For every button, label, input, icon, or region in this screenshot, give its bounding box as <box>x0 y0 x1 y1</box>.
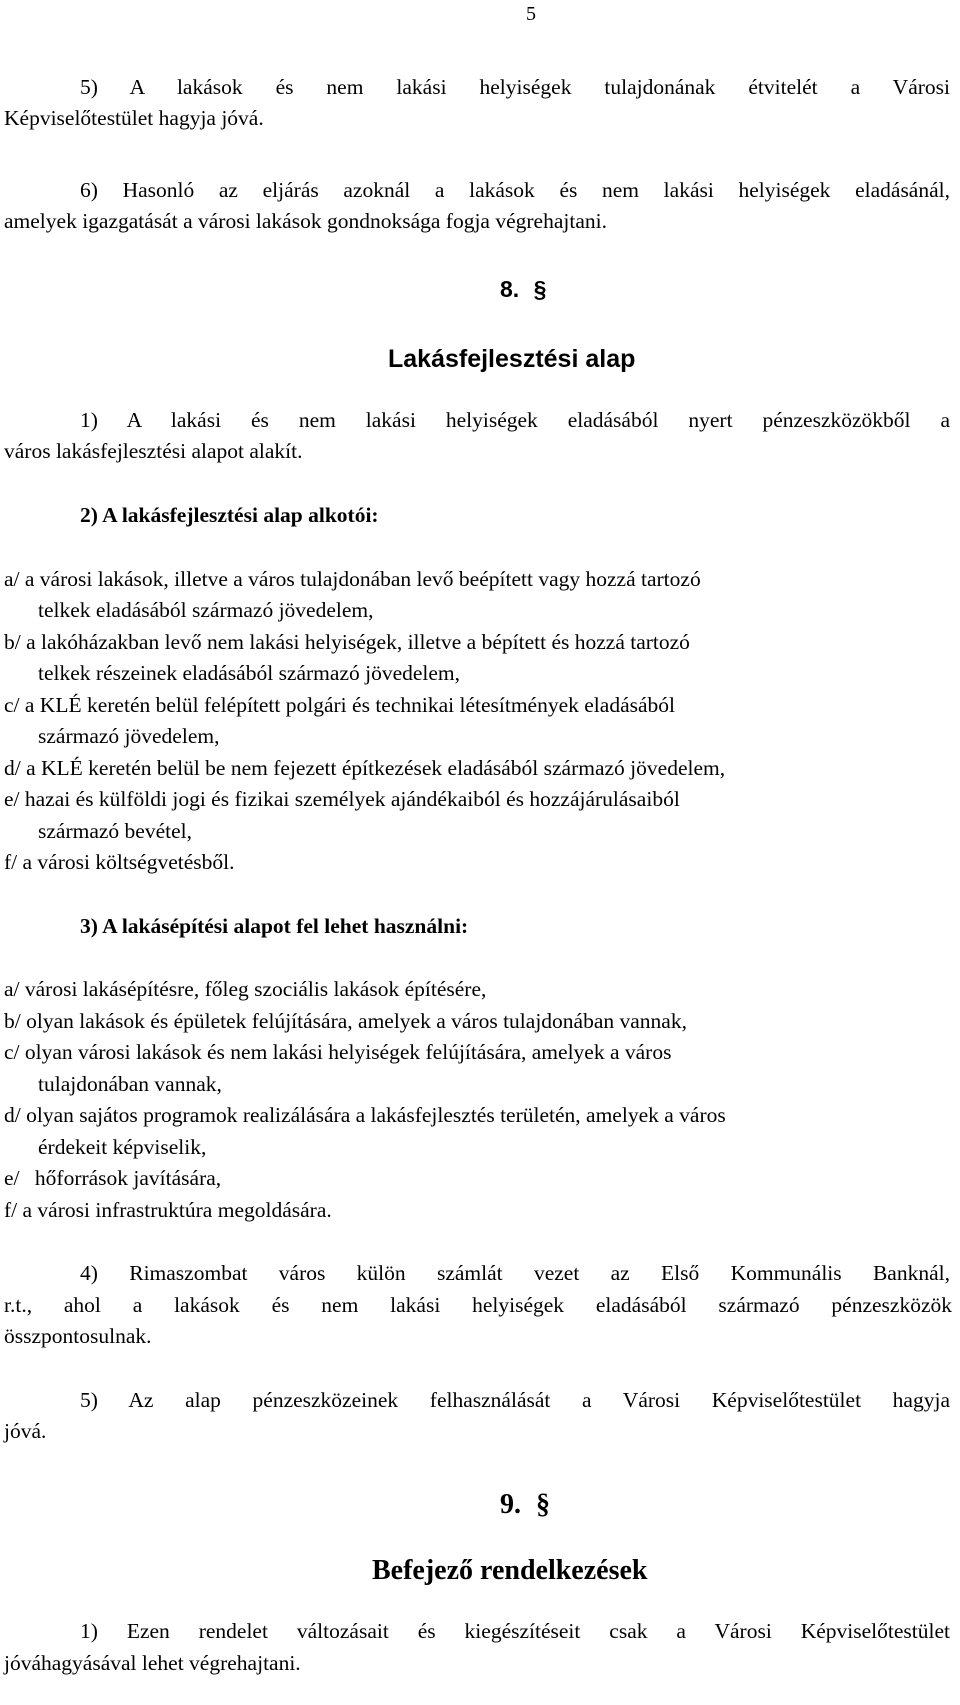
list-item-b: b/ a lakóházakban levő nem lakási helyiségek, illetve a bépített és hozzá tartozó <box>4 630 690 654</box>
list-item-a: a/ a városi lakások, illetve a város tulajdonában levő beépített vagy hozzá tartozó <box>4 567 701 591</box>
section-sign: § <box>533 276 547 302</box>
sec8-p1-line-2: város lakásfejlesztési alapot alakít. <box>4 439 303 463</box>
use-item-e-marker: e/ <box>4 1166 20 1190</box>
sec8-p4-line-3: összpontosulnak. <box>4 1324 152 1348</box>
list-item-c-cont: származó jövedelem, <box>38 724 220 748</box>
list-item-a-cont: telkek eladásából származó jövedelem, <box>38 598 374 622</box>
paragraph-5-line-1: 5) A lakások és nem lakási helyiségek tulajdonának étvitelét a Városi <box>80 75 950 99</box>
sec8-p3-heading: 3) A lakásépítési alapot fel lehet használni: <box>80 914 469 938</box>
section-8-number <box>500 278 546 301</box>
use-item-b: b/ olyan lakások és épületek felújítására, amelyek a város tulajdonában vannak, <box>4 1009 687 1033</box>
sec8-p5-line-1: 5) Az alap pénzeszközeinek felhasználását a Városi Képviselőtestület hagyja <box>80 1388 950 1412</box>
section-9-title: Befejező rendelkezések <box>372 1555 648 1586</box>
use-item-d-cont: érdekeit képviselik, <box>38 1135 207 1159</box>
sec8-p1-line-1: 1) A lakási és nem lakási helyiségek eladásából nyert pénzeszközökből a <box>80 408 950 432</box>
use-item-c: c/ olyan városi lakások és nem lakási helyiségek felújítására, amelyek a város <box>4 1040 672 1064</box>
page-number: 5 <box>526 3 536 25</box>
use-item-e-text: hőforrások javítására, <box>34 1166 222 1190</box>
section-sign: § <box>536 1489 550 1520</box>
paragraph-6-line-2: amelyek igazgatását a városi lakások gondnoksága fogja végrehajtani. <box>4 209 607 233</box>
sec8-p4-line-2: r.t., ahol a lakások és nem lakási helyiségek eladásából származó pénzeszközök <box>4 1293 952 1317</box>
list-item-c: c/ a KLÉ keretén belül felépített polgári és technikai létesítmények eladásából <box>4 693 676 717</box>
section-8-number-text: 8. <box>500 276 520 302</box>
use-item-d: d/ olyan sajátos programok realizálására a lakásfejlesztés területén, amelyek a város <box>4 1103 726 1127</box>
list-item-f: f/ a városi költségvetésből. <box>4 850 235 874</box>
sec8-p5-line-2: jóvá. <box>4 1419 47 1443</box>
sec8-p4-line-1: 4) Rimaszombat város külön számlát vezet az Első Kommunális Banknál, <box>80 1261 950 1285</box>
sec9-p1-line-1: 1) Ezen rendelet változásait és kiegészítéseit csak a Városi Képviselőtestület <box>80 1619 950 1643</box>
list-item-e-cont: származó bevétel, <box>38 819 192 843</box>
use-item-f: f/ a városi infrastruktúra megoldására. <box>4 1198 332 1222</box>
use-item-c-cont: tulajdonában vannak, <box>38 1072 222 1096</box>
section-8-title: Lakásfejlesztési alap <box>388 345 636 373</box>
paragraph-6-line-1: 6) Hasonló az eljárás azoknál a lakások és nem lakási helyiségek eladásánál, <box>80 178 950 202</box>
sec9-p1-line-2: jóváhagyásával lehet végrehajtani. <box>4 1651 301 1675</box>
section-9-number-text: 9. <box>500 1489 521 1520</box>
use-item-a: a/ városi lakásépítésre, főleg szociális lakások építésére, <box>4 977 487 1001</box>
list-item-b-cont: telkek részeinek eladásából származó jövedelem, <box>38 661 461 685</box>
section-9-number <box>500 1491 550 1519</box>
list-item-e: e/ hazai és külföldi jogi és fizikai személyek ajándékaiból és hozzájárulásaiból <box>4 787 680 811</box>
use-item-e <box>4 1168 221 1190</box>
paragraph-5-line-2: Képviselőtestület hagyja jóvá. <box>4 106 264 130</box>
sec8-p2-heading: 2) A lakásfejlesztési alap alkotói: <box>80 503 379 527</box>
list-item-d: d/ a KLÉ keretén belül be nem fejezett építkezések eladásából származó jövedelem, <box>4 756 726 780</box>
